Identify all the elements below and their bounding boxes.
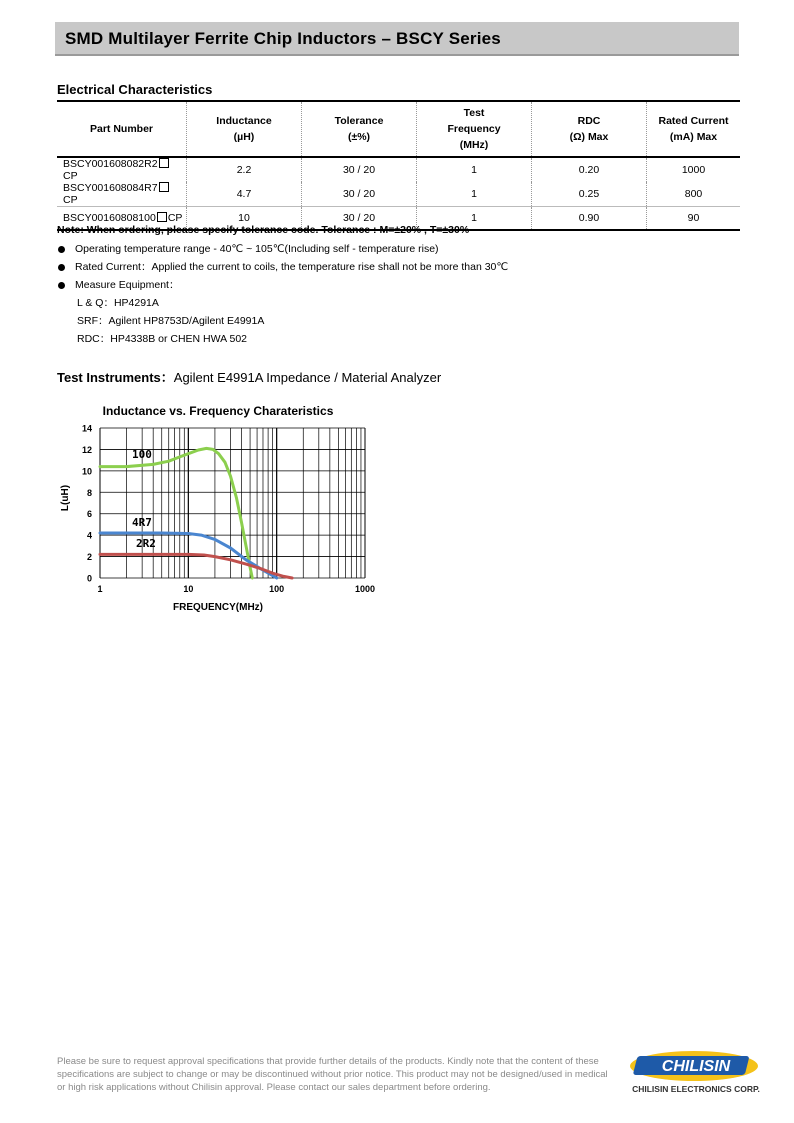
tolerance-cell: 30 / 20 xyxy=(302,207,417,231)
frequency-cell: 1 xyxy=(417,207,532,231)
page-title: SMD Multilayer Ferrite Chip Inductors – BSCY Series xyxy=(65,29,501,48)
x-tick-label: 1000 xyxy=(354,584,376,594)
logo-text: CHILISIN xyxy=(661,1058,731,1075)
col-header-rated-current: Rated Current (mA) Max xyxy=(647,101,741,157)
series-label-100: 100 xyxy=(132,448,152,461)
bullet-item: Rated Current：Applied the current to coils, the temperature rise shall not be more than 30℃ xyxy=(57,258,508,276)
y-tick-label: 4 xyxy=(86,530,92,541)
rdc-cell: 0.90 xyxy=(532,207,647,231)
tolerance-code-box-icon xyxy=(159,158,169,168)
x-tick-label: 1 xyxy=(97,584,103,594)
frequency-cell: 1 xyxy=(417,182,532,207)
chart-title: Inductance vs. Frequency Charateristics xyxy=(102,404,334,418)
equipment-item: RDC：HP4338B or CHEN HWA 502 xyxy=(77,333,247,345)
bullet-icon xyxy=(58,246,65,253)
company-name: CHILISIN ELECTRONICS CORP. xyxy=(632,1084,760,1094)
table-header-row xyxy=(57,101,740,157)
x-tick-label: 10 xyxy=(183,584,194,594)
company-logo xyxy=(624,1046,764,1096)
x-tick-label: 100 xyxy=(269,584,285,594)
chilisin-logo-icon xyxy=(624,1046,764,1096)
current-cell: 1000 xyxy=(647,157,741,182)
inductance-chart xyxy=(50,398,390,618)
bullet-icon xyxy=(58,264,65,271)
tolerance-cell: 30 / 20 xyxy=(302,157,417,182)
bullet-icon xyxy=(58,282,65,289)
equipment-item: L & Q：HP4291A xyxy=(77,297,159,309)
col-header-inductance: Inductance (µH) xyxy=(187,101,302,157)
y-tick-label: 12 xyxy=(81,444,92,455)
y-tick-label: 10 xyxy=(81,466,92,477)
test-instruments-value: Agilent E4991A Impedance / Material Analyzer xyxy=(173,370,442,385)
y-tick-label: 2 xyxy=(86,552,92,563)
current-cell: 800 xyxy=(647,182,741,207)
y-tick-label: 0 xyxy=(86,573,92,584)
header-bar xyxy=(55,22,739,56)
inductance-cell: 2.2 xyxy=(187,157,302,182)
y-tick-label: 8 xyxy=(86,487,92,498)
y-axis-label: L(uH) xyxy=(60,484,71,512)
col-header-tolerance: Tolerance (±%) xyxy=(302,101,417,157)
electrical-table xyxy=(57,100,740,231)
series-label-4r7: 4R7 xyxy=(132,516,152,529)
table-row xyxy=(57,157,740,182)
rdc-cell: 0.20 xyxy=(532,157,647,182)
tolerance-code-box-icon xyxy=(157,212,167,222)
test-instruments-label: Test Instruments： xyxy=(57,370,174,385)
y-tick-label: 6 xyxy=(86,509,92,520)
footer-disclaimer: Please be sure to request approval specifications that provide further details of the products. Kindly note that the content of these specifications are subject to change or may be discontinued without prior notice. This product may not be designed/used in medical or high risk applications without Chilisin approval. Please contact our sales department before ordering. xyxy=(57,1056,608,1093)
part-number-cell: BSCY001608082R2CP xyxy=(57,157,187,182)
x-axis-label: FREQUENCY(MHz) xyxy=(173,602,263,613)
col-header-part-number: Part Number xyxy=(57,101,187,157)
inductance-cell: 10 xyxy=(187,207,302,231)
bullet-item: Operating temperature range - 40℃ ~ 105℃(Including self - temperature rise) xyxy=(57,240,508,258)
series-line-2r2 xyxy=(100,554,292,578)
tolerance-cell: 30 / 20 xyxy=(302,182,417,207)
col-header-test-frequency: Test Frequency (MHz) xyxy=(417,101,532,157)
bullet-item: Measure Equipment： xyxy=(57,276,508,294)
part-number-cell: BSCY00160808100 CP xyxy=(57,207,187,231)
frequency-cell: 1 xyxy=(417,157,532,182)
y-tick-label: 14 xyxy=(81,423,92,434)
chart-svg xyxy=(50,398,390,618)
tolerance-code-box-icon xyxy=(159,182,169,192)
series-label-2r2: 2R2 xyxy=(136,537,156,550)
part-number-cell: BSCY001608084R7CP xyxy=(57,182,187,207)
inductance-cell: 4.7 xyxy=(187,182,302,207)
rdc-cell: 0.25 xyxy=(532,182,647,207)
notes-section xyxy=(57,224,508,348)
col-header-rdc: RDC (Ω) Max xyxy=(532,101,647,157)
section-title-electrical: Electrical Characteristics xyxy=(57,82,213,97)
ordering-note: Note: When ordering, please specify tolerance code. Tolerance : M=±20% , T=±30% xyxy=(57,224,470,236)
equipment-item: SRF：Agilent HP8753D/Agilent E4991A xyxy=(77,315,265,327)
table-row xyxy=(57,182,740,207)
test-instruments xyxy=(57,367,441,386)
current-cell: 90 xyxy=(647,207,741,231)
